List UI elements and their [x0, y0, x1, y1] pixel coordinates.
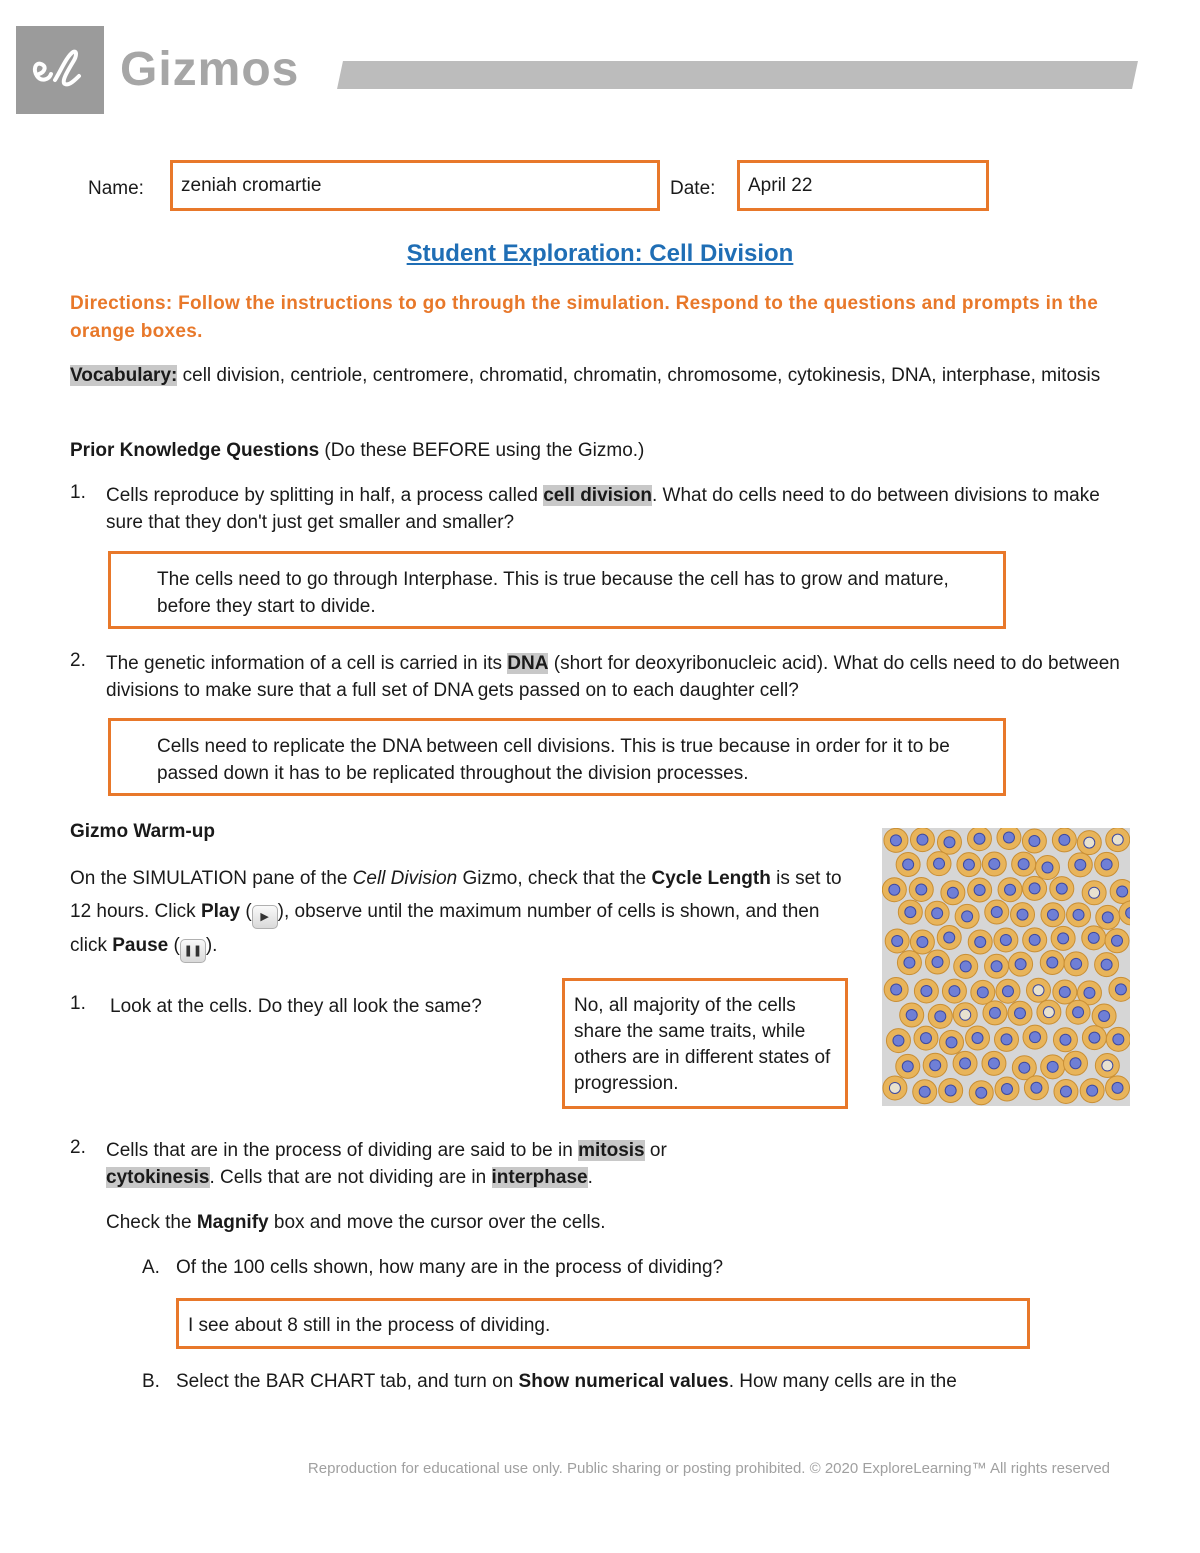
cell-shape — [913, 1080, 937, 1104]
cell-shape — [1011, 903, 1035, 927]
cell-shape — [1023, 928, 1047, 952]
date-field[interactable]: April 22 — [737, 160, 989, 211]
question-text: Select the BAR CHART tab, and turn on — [176, 1371, 519, 1392]
intro-text: Gizmo, check that the — [457, 868, 652, 889]
cell-shape — [939, 1079, 963, 1103]
cell-shape — [1082, 881, 1106, 905]
cell-shape — [1050, 877, 1074, 901]
warmup-question-1: Look at the cells. Do they all look the same? — [110, 996, 482, 1017]
cell-shape — [982, 1051, 1006, 1075]
name-label: Name: — [88, 178, 144, 199]
cell-shape — [1106, 1027, 1130, 1051]
question-text: Cells that are in the process of dividing are said to be in — [106, 1140, 579, 1161]
cell-shape — [1119, 901, 1130, 925]
cell-shape — [914, 979, 938, 1003]
cell-shape — [983, 1001, 1007, 1025]
cell-shape — [1037, 1000, 1061, 1024]
pause-icon: ❚❚ — [180, 939, 206, 963]
cell-shape — [884, 978, 908, 1002]
cell-shape — [937, 925, 961, 949]
cell-shape — [1095, 953, 1119, 977]
cell-shape — [995, 1027, 1019, 1051]
warmup-question-2 — [106, 1137, 806, 1191]
cell-shape — [1110, 879, 1130, 903]
cell-shape — [1041, 1055, 1065, 1079]
question-text: The genetic information of a cell is carried in its — [106, 653, 508, 674]
cell-shape — [985, 900, 1009, 924]
cell-shape — [925, 950, 949, 974]
warmup-intro — [70, 862, 860, 963]
question-text: Cells reproduce by splitting in half, a process called — [106, 485, 544, 506]
cell-shape — [882, 878, 906, 902]
date-label: Date: — [670, 178, 716, 199]
cell-shape — [1022, 829, 1046, 853]
question-text: . How many cells are in the — [728, 1371, 957, 1392]
cell-shape — [1035, 856, 1059, 880]
play-icon: ▶ — [252, 905, 278, 929]
cell-shape — [995, 1077, 1019, 1101]
cell-shape — [1105, 929, 1129, 953]
cell-shape — [925, 901, 949, 925]
name-field[interactable]: zeniah cromartie — [170, 160, 660, 211]
cell-shape — [967, 828, 991, 851]
gizmo-name: Cell Division — [352, 868, 458, 889]
cell-shape — [985, 954, 1009, 978]
answer-box[interactable]: The cells need to go through Interphase. This is true because the cell has to grow and mature, before they start to divide. — [108, 551, 1006, 629]
logo-mark-icon — [25, 40, 95, 100]
cell-shape — [1040, 950, 1064, 974]
question-a-text: Of the 100 cells shown, how many are in the process of dividing? — [176, 1257, 724, 1278]
cell-shape — [910, 930, 934, 954]
question-number: 1. — [70, 482, 86, 503]
vocab-term: mitosis — [578, 1140, 645, 1161]
cell-shape — [896, 853, 920, 877]
intro-text: is set to 12 hours. Click — [70, 868, 842, 922]
cell-shape — [1106, 1076, 1130, 1100]
vocab-term: cell division — [543, 485, 652, 506]
cell-shape — [953, 1051, 977, 1075]
cell-shape — [1096, 905, 1120, 929]
cell-shape — [1095, 1054, 1119, 1078]
question-number: 1. — [70, 993, 86, 1014]
cell-shape — [1053, 1028, 1077, 1052]
cell-shape — [1023, 876, 1047, 900]
cell-shape — [1077, 831, 1101, 855]
question-text: or — [644, 1140, 667, 1161]
vocab-term: interphase — [491, 1167, 588, 1188]
cell-shape — [883, 1076, 907, 1100]
cell-shape — [969, 1081, 993, 1105]
intro-term: Cycle Length — [651, 868, 771, 889]
cell-shape — [996, 979, 1020, 1003]
cell-shape — [885, 929, 909, 953]
page-title: Student Exploration: Cell Division — [406, 240, 794, 267]
cell-shape — [1106, 828, 1130, 852]
question-text: (short for deoxyribonucleic acid). What do cells need to do between divisions to make sure that a full set of DNA gets passed on to each daughter cell? — [106, 653, 1120, 701]
cell-shape — [1023, 1025, 1047, 1049]
cell-shape — [994, 928, 1018, 952]
cell-shape — [910, 828, 934, 852]
instruction-text: Check the — [106, 1212, 197, 1233]
answer-box[interactable]: I see about 8 still in the process of dividing. — [176, 1298, 1030, 1349]
vocabulary-paragraph — [70, 362, 1130, 389]
gizmos-logo-icon — [16, 26, 104, 114]
cell-shape — [1095, 852, 1119, 876]
cell-shape — [1053, 980, 1077, 1004]
prior-knowledge-title: Prior Knowledge Questions — [70, 440, 320, 461]
cell-shape — [1026, 978, 1050, 1002]
intro-term: Pause — [112, 935, 169, 956]
vocab-term: DNA — [507, 653, 549, 674]
cell-shape — [940, 1030, 964, 1054]
question-text: . What do cells need to do between divisions to make sure that they don't just get smaller and smaller? — [106, 485, 1100, 533]
intro-text: ), observe until the maximum number of cells is shown, and then click — [70, 901, 820, 956]
cell-shape — [1068, 853, 1092, 877]
cell-shape — [968, 878, 992, 902]
cell-shape — [928, 1004, 952, 1028]
cell-shape — [927, 852, 951, 876]
header-bar — [337, 61, 1138, 89]
answer-box[interactable]: Cells need to replicate the DNA between cell divisions. This is true because in order for it to be passed down it has to be replicated throughout the division processes. — [108, 718, 1006, 796]
cells-simulation-image — [882, 828, 1130, 1106]
prior-question-2 — [106, 650, 1126, 704]
cell-shape — [1052, 828, 1076, 852]
intro-text: ( — [168, 935, 180, 956]
cell-shape — [997, 828, 1021, 849]
directions-text: Directions: Follow the instructions to go through the simulation. Respond to the questions and prompts in the orange boxes. — [70, 293, 1099, 342]
cell-shape — [1082, 1026, 1106, 1050]
intro-text: On the SIMULATION pane of the — [70, 868, 353, 889]
cell-shape — [897, 951, 921, 975]
cell-shape — [909, 877, 933, 901]
intro-text: ( — [240, 901, 252, 922]
cell-shape — [957, 853, 981, 877]
prior-question-1 — [106, 482, 1126, 536]
cell-shape — [884, 828, 908, 852]
question-term: Show numerical values — [518, 1371, 729, 1392]
intro-term: Play — [200, 901, 241, 922]
cell-shape — [953, 1003, 977, 1027]
cell-shape — [1067, 903, 1091, 927]
cell-shape — [1051, 926, 1075, 950]
cell-shape — [1041, 903, 1065, 927]
cell-shape — [982, 852, 1006, 876]
cell-shape — [898, 900, 922, 924]
cell-shape — [1064, 952, 1088, 976]
answer-box[interactable]: No, all majority of the cells share the same traits, while others are in different states of progression. — [562, 978, 848, 1109]
question-letter: A. — [142, 1257, 160, 1278]
cell-shape — [1012, 852, 1036, 876]
cell-shape — [971, 980, 995, 1004]
cell-shape — [1054, 1079, 1078, 1103]
cell-shape — [1082, 926, 1106, 950]
instruction-term: Magnify — [196, 1212, 269, 1233]
cell-shape — [914, 1026, 938, 1050]
vocabulary-list: cell division, centriole, centromere, chromatid, chromatin, chromosome, cytokinesis, DNA, interphase, mitosis — [177, 365, 1101, 386]
prior-knowledge-note: (Do these BEFORE using the Gizmo.) — [319, 440, 645, 461]
cell-shape — [1024, 1076, 1048, 1100]
cell-shape — [886, 1029, 910, 1053]
cell-shape — [998, 878, 1022, 902]
intro-text: ). — [205, 935, 218, 956]
cell-shape — [968, 930, 992, 954]
cell-shape — [923, 1053, 947, 1077]
cell-shape — [900, 1003, 924, 1027]
cell-shape — [954, 954, 978, 978]
cell-shape — [942, 979, 966, 1003]
cell-shape — [1008, 1001, 1032, 1025]
vocabulary-label: Vocabulary: — [70, 365, 178, 386]
cell-shape — [1009, 952, 1033, 976]
warmup-heading: Gizmo Warm-up — [70, 821, 215, 842]
footer-copyright: Reproduction for educational use only. Public sharing or posting prohibited. © 2020 ExploreLearning™ All rights reserved — [307, 1460, 1110, 1477]
cell-shape — [896, 1054, 920, 1078]
cell-shape — [1066, 1000, 1090, 1024]
cells-illustration — [882, 828, 1130, 1106]
vocab-term: cytokinesis — [106, 1167, 210, 1188]
question-letter: B. — [142, 1371, 160, 1392]
question-text: . — [587, 1167, 593, 1188]
question-number: 2. — [70, 1137, 86, 1158]
cell-shape — [955, 904, 979, 928]
gizmos-wordmark: Gizmos — [120, 43, 300, 96]
question-b-text — [176, 1368, 1126, 1395]
cell-shape — [1064, 1051, 1088, 1075]
instruction-text: box and move the cursor over the cells. — [268, 1212, 606, 1233]
magnify-instruction — [106, 1209, 606, 1236]
cell-shape — [1080, 1079, 1104, 1103]
cell-shape — [966, 1026, 990, 1050]
question-number: 2. — [70, 650, 86, 671]
cell-shape — [941, 881, 965, 905]
cell-shape — [937, 830, 961, 854]
cell-shape — [1109, 977, 1130, 1001]
question-text: . Cells that are not dividing are in — [209, 1167, 492, 1188]
prior-knowledge-heading — [70, 437, 1130, 464]
cell-shape — [1092, 1004, 1116, 1028]
